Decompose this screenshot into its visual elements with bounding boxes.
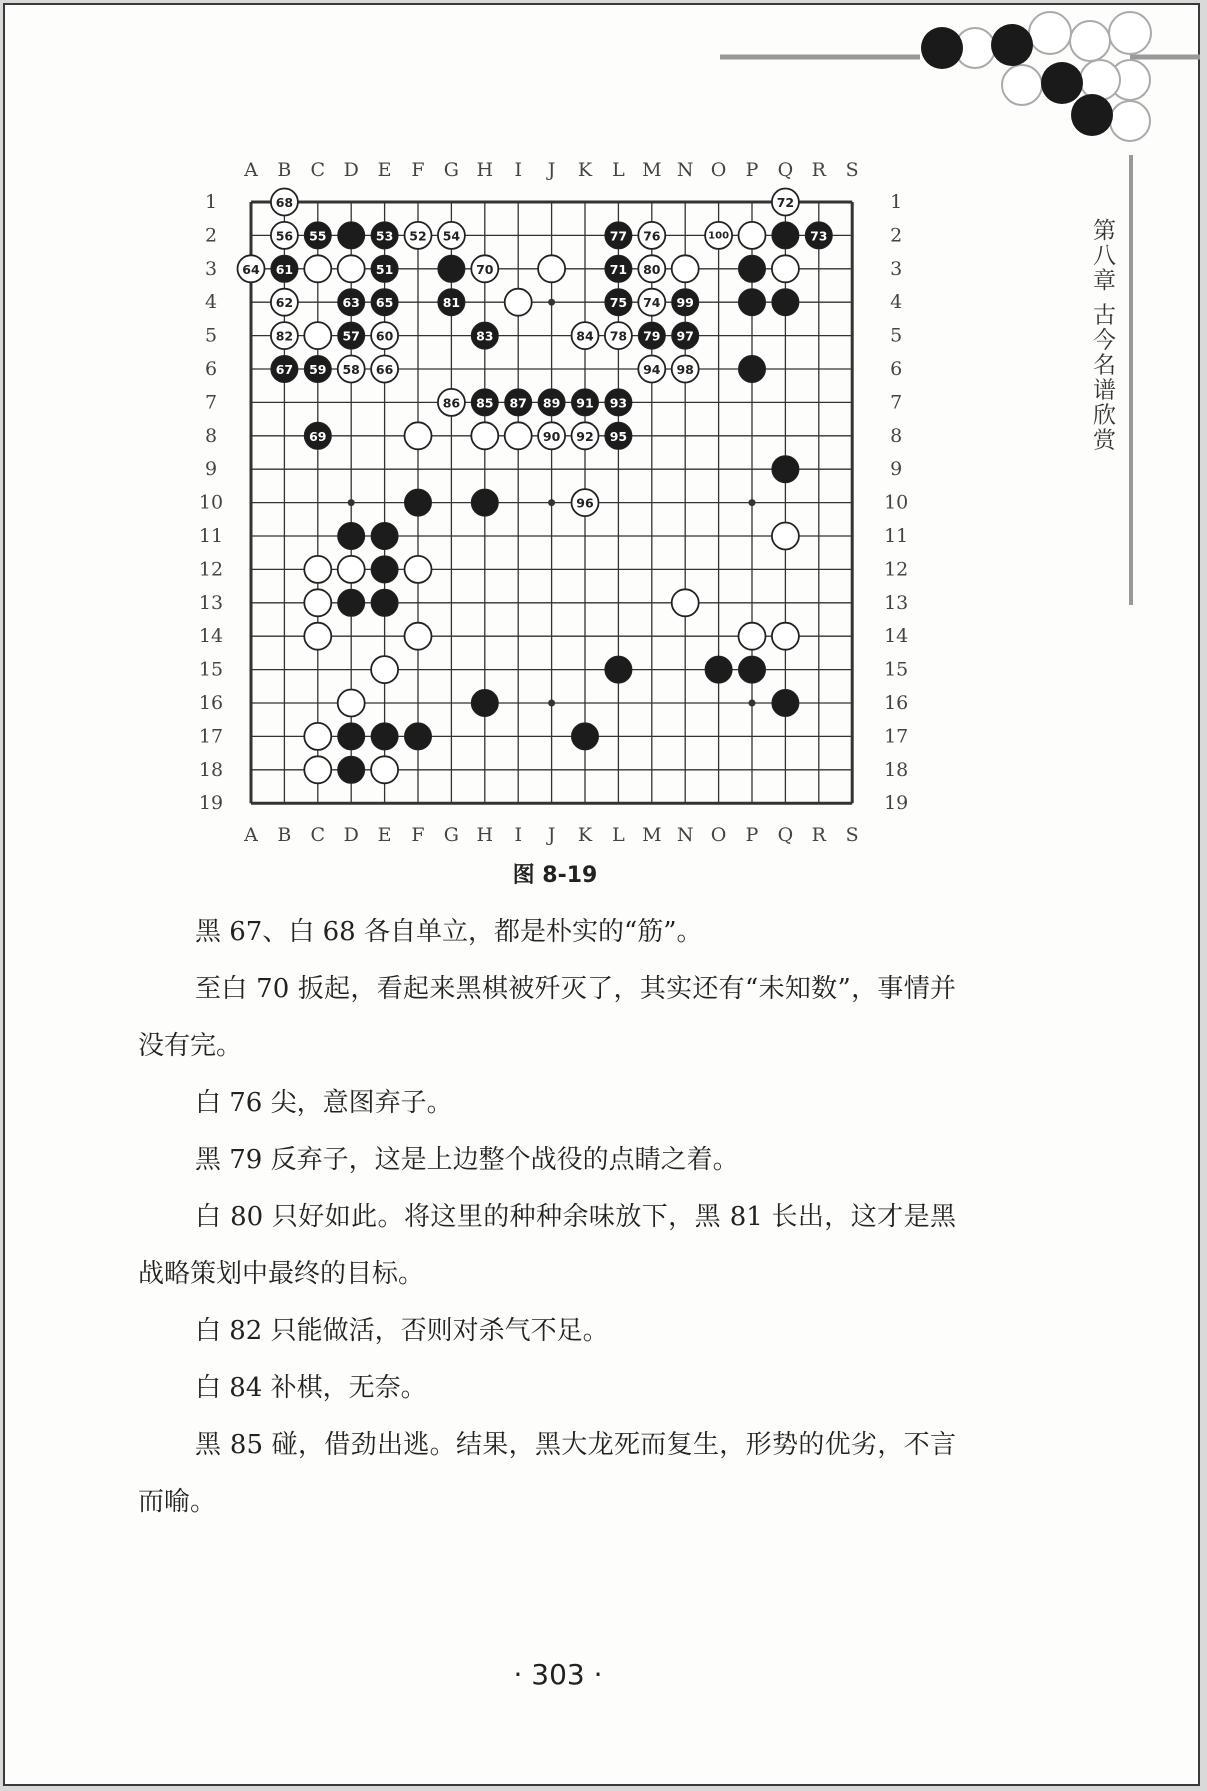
- row-label-left: 18: [198, 758, 224, 781]
- stone-move-number: 89: [542, 395, 561, 411]
- row-label-left: 12: [198, 558, 224, 581]
- stone-move-number: 58: [342, 362, 360, 377]
- black-stone: [438, 255, 465, 282]
- row-label-right: 7: [890, 391, 903, 414]
- stone-move-number: 94: [643, 362, 661, 377]
- figure-caption: 图 8-19: [512, 863, 598, 888]
- stone-move-number: 59: [309, 362, 327, 377]
- stone-move-number: 68: [275, 195, 294, 210]
- stone-move-number: 69: [309, 428, 327, 444]
- column-label-top: G: [443, 159, 459, 181]
- stone-move-number: 76: [643, 228, 661, 244]
- black-stone: [338, 589, 365, 616]
- column-label-bottom: M: [642, 824, 662, 847]
- star-point: [548, 499, 555, 506]
- row-label-right: 12: [884, 558, 909, 581]
- column-label-top: D: [343, 159, 359, 181]
- white-stone: [739, 623, 766, 650]
- stone-move-number: 86: [442, 395, 461, 411]
- row-label-right: 6: [890, 358, 903, 380]
- stone-move-number: 56: [275, 228, 294, 244]
- chapter-title: 第八章 古今名谱欣赏: [1089, 218, 1115, 453]
- row-label-left: 4: [204, 291, 218, 314]
- white-stone: [338, 556, 365, 583]
- column-label-bottom: K: [577, 824, 593, 847]
- go-board-diagram: [5, 5, 1202, 847]
- white-stone: [405, 623, 432, 650]
- column-label-bottom: O: [710, 824, 727, 847]
- black-stone: [405, 489, 432, 516]
- row-label-right: 2: [890, 224, 903, 247]
- stone-move-number: 97: [676, 328, 694, 344]
- stone-move-number: 96: [576, 495, 594, 511]
- row-label-left: 19: [198, 792, 224, 815]
- column-label-top: P: [745, 159, 759, 181]
- row-label-left: 1: [204, 191, 218, 213]
- paragraph-4: 黑 79 反弃子，这是上边整个战役的点睛之着。: [195, 1145, 739, 1175]
- paragraph-8: 黑 85 碰，借劲出逃。结果，黑大龙死而复生，形势的优劣，不言而喻。: [138, 1430, 956, 1517]
- column-label-top: L: [612, 159, 625, 181]
- stone-move-number: 53: [375, 228, 394, 244]
- row-label-right: 14: [884, 625, 909, 648]
- row-label-right: 18: [884, 758, 909, 781]
- white-stone: [672, 589, 699, 616]
- star-point: [548, 700, 555, 707]
- white-stone: [672, 255, 699, 282]
- black-stone: [371, 556, 398, 583]
- column-label-bottom: G: [443, 824, 459, 847]
- row-label-left: 15: [198, 658, 224, 681]
- stone-move-number: 72: [776, 195, 795, 210]
- row-label-left: 11: [198, 525, 224, 547]
- row-label-left: 2: [204, 224, 218, 247]
- star-point: [348, 499, 355, 506]
- column-label-top: F: [411, 159, 425, 181]
- black-stone: [739, 656, 766, 683]
- stone-move-number: 61: [275, 261, 294, 277]
- stone-move-number: 66: [375, 362, 394, 377]
- paragraph-3: 白 76 尖，意图弃子。: [195, 1088, 453, 1118]
- paragraph-6: 白 82 只能做活，否则对杀气不足。: [195, 1316, 609, 1346]
- black-stone: [338, 523, 365, 550]
- stone-move-number: 98: [676, 362, 694, 377]
- row-label-right: 13: [884, 591, 909, 614]
- row-label-right: 1: [890, 191, 903, 213]
- stone-move-number: 65: [375, 295, 394, 311]
- column-label-bottom: R: [811, 824, 826, 847]
- black-stone: [772, 690, 799, 717]
- row-label-right: 11: [884, 525, 909, 547]
- stone-move-number: 99: [676, 295, 694, 311]
- black-stone: [338, 222, 365, 249]
- column-label-top: A: [244, 159, 258, 181]
- stone-move-number: 83: [476, 328, 494, 344]
- stone-move-number: 73: [810, 228, 828, 244]
- stone-move-number: 57: [342, 328, 360, 344]
- white-stone: [739, 222, 766, 249]
- black-stone: [772, 456, 799, 483]
- white-stone: [304, 589, 331, 616]
- book-page: [3, 3, 1200, 1786]
- stone-move-number: 92: [576, 428, 594, 444]
- black-stone: [605, 656, 632, 683]
- white-stone: [772, 623, 799, 650]
- stone-move-number: 87: [509, 395, 527, 411]
- column-label-bottom: A: [244, 824, 258, 847]
- star-point: [749, 499, 756, 506]
- column-label-bottom: N: [676, 824, 694, 847]
- row-label-right: 16: [884, 692, 909, 714]
- white-stone: [304, 723, 331, 750]
- column-label-bottom: P: [745, 824, 759, 847]
- row-label-right: 17: [884, 725, 909, 748]
- stone-move-number: 82: [275, 328, 294, 344]
- row-label-right: 19: [884, 792, 909, 815]
- white-stone: [505, 289, 532, 316]
- column-label-bottom: J: [547, 824, 556, 847]
- page-number: · 303 ·: [513, 1658, 603, 1691]
- stone-move-number: 90: [542, 428, 561, 444]
- stone-move-number: 74: [643, 295, 661, 311]
- column-label-top: R: [811, 159, 826, 181]
- stone-move-number: 85: [476, 395, 494, 411]
- stone-move-number: 55: [309, 228, 327, 244]
- black-stone: [371, 723, 398, 750]
- black-stone: [471, 690, 498, 717]
- black-stone: [338, 756, 365, 783]
- white-stone: [772, 523, 799, 550]
- row-label-left: 14: [198, 625, 224, 648]
- row-label-left: 17: [198, 725, 224, 748]
- white-stone: [304, 623, 331, 650]
- stone-move-number: 51: [375, 261, 394, 277]
- column-label-bottom: E: [377, 824, 392, 847]
- white-stone: [471, 422, 498, 449]
- row-label-right: 3: [890, 257, 903, 280]
- white-stone: [304, 556, 331, 583]
- stone-move-number: 80: [643, 261, 661, 277]
- black-stone: [772, 222, 799, 249]
- black-stone: [772, 289, 799, 316]
- stone-move-number: 54: [442, 228, 461, 244]
- black-stone: [371, 523, 398, 550]
- star-point: [548, 299, 555, 306]
- row-label-right: 10: [884, 491, 909, 514]
- stone-move-number: 91: [576, 395, 594, 411]
- stone-move-number: 95: [609, 428, 628, 444]
- column-label-bottom: B: [277, 824, 292, 847]
- black-stone: [371, 589, 398, 616]
- stone-move-number: 79: [643, 328, 661, 344]
- row-label-right: 5: [890, 324, 903, 347]
- column-label-bottom: L: [612, 824, 625, 847]
- row-label-left: 9: [204, 458, 218, 481]
- star-point: [749, 700, 756, 707]
- column-label-top: J: [547, 159, 556, 181]
- column-label-bottom: H: [476, 824, 494, 847]
- column-label-bottom: I: [514, 824, 522, 847]
- stone-move-number: 52: [409, 228, 427, 244]
- column-label-top: H: [476, 159, 494, 181]
- white-stone: [304, 322, 331, 349]
- white-stone: [772, 255, 799, 282]
- white-stone: [338, 255, 365, 282]
- row-label-right: 15: [884, 658, 909, 681]
- column-label-top: N: [676, 159, 694, 181]
- column-label-top: O: [710, 159, 727, 181]
- stone-move-number: 64: [242, 261, 260, 277]
- stone-move-number: 62: [275, 295, 294, 311]
- white-stone: [371, 756, 398, 783]
- column-label-bottom: C: [310, 824, 326, 847]
- black-stone: [471, 489, 498, 516]
- column-label-top: M: [642, 159, 662, 181]
- row-label-right: 9: [890, 458, 903, 481]
- row-label-right: 8: [890, 424, 903, 447]
- column-label-top: K: [577, 159, 593, 181]
- stone-move-number: 63: [342, 295, 360, 311]
- row-label-left: 8: [204, 424, 218, 447]
- column-label-top: B: [277, 159, 292, 181]
- stone-move-number: 70: [476, 261, 494, 277]
- paragraph-7: 白 84 补棋，无奈。: [195, 1373, 427, 1403]
- row-label-left: 16: [198, 692, 224, 714]
- column-label-top: Q: [777, 159, 794, 181]
- white-stone: [304, 756, 331, 783]
- stone-move-number: 84: [576, 328, 594, 344]
- column-label-bottom: F: [411, 824, 425, 847]
- column-label-bottom: Q: [777, 824, 794, 847]
- stone-move-number: 81: [442, 295, 461, 311]
- row-label-left: 10: [198, 491, 224, 514]
- paragraph-1: 黑 67、白 68 各自单立，都是朴实的“筋”。: [195, 917, 703, 947]
- black-stone: [705, 656, 732, 683]
- stone-move-number: 77: [609, 228, 628, 244]
- row-label-left: 6: [204, 358, 218, 380]
- column-label-top: E: [377, 159, 392, 181]
- row-label-left: 7: [204, 391, 218, 414]
- white-stone: [371, 656, 398, 683]
- white-stone: [538, 255, 565, 282]
- column-label-top: C: [310, 159, 326, 181]
- stone-move-number: 100: [708, 230, 730, 242]
- black-stone: [572, 723, 599, 750]
- stone-move-number: 60: [375, 328, 394, 344]
- stone-move-number: 71: [609, 261, 628, 277]
- row-label-left: 3: [204, 257, 218, 280]
- white-stone: [304, 255, 331, 282]
- paragraph-2: 至白 70 扳起，看起来黑棋被歼灭了，其实还有“未知数”，事情并没有完。: [138, 974, 956, 1061]
- column-label-bottom: S: [845, 824, 859, 847]
- white-stone: [505, 422, 532, 449]
- black-stone: [405, 723, 432, 750]
- stone-move-number: 67: [275, 362, 294, 377]
- stone-move-number: 75: [609, 295, 628, 311]
- row-label-left: 13: [198, 591, 224, 614]
- white-stone: [405, 556, 432, 583]
- stone-move-number: 78: [609, 328, 628, 344]
- row-label-right: 4: [890, 291, 903, 314]
- column-label-top: I: [514, 159, 522, 181]
- column-label-top: S: [845, 159, 859, 181]
- white-stone: [338, 690, 365, 717]
- black-stone: [739, 356, 766, 383]
- white-stone: [405, 422, 432, 449]
- black-stone: [739, 255, 766, 282]
- column-label-bottom: D: [343, 824, 359, 847]
- paragraph-5: 白 80 只好如此。将这里的种种余味放下，黑 81 长出，这才是黑战略策划中最终的目标。: [138, 1202, 956, 1289]
- row-label-left: 5: [204, 324, 218, 347]
- stone-move-number: 93: [609, 395, 628, 411]
- black-stone: [338, 723, 365, 750]
- black-stone: [739, 289, 766, 316]
